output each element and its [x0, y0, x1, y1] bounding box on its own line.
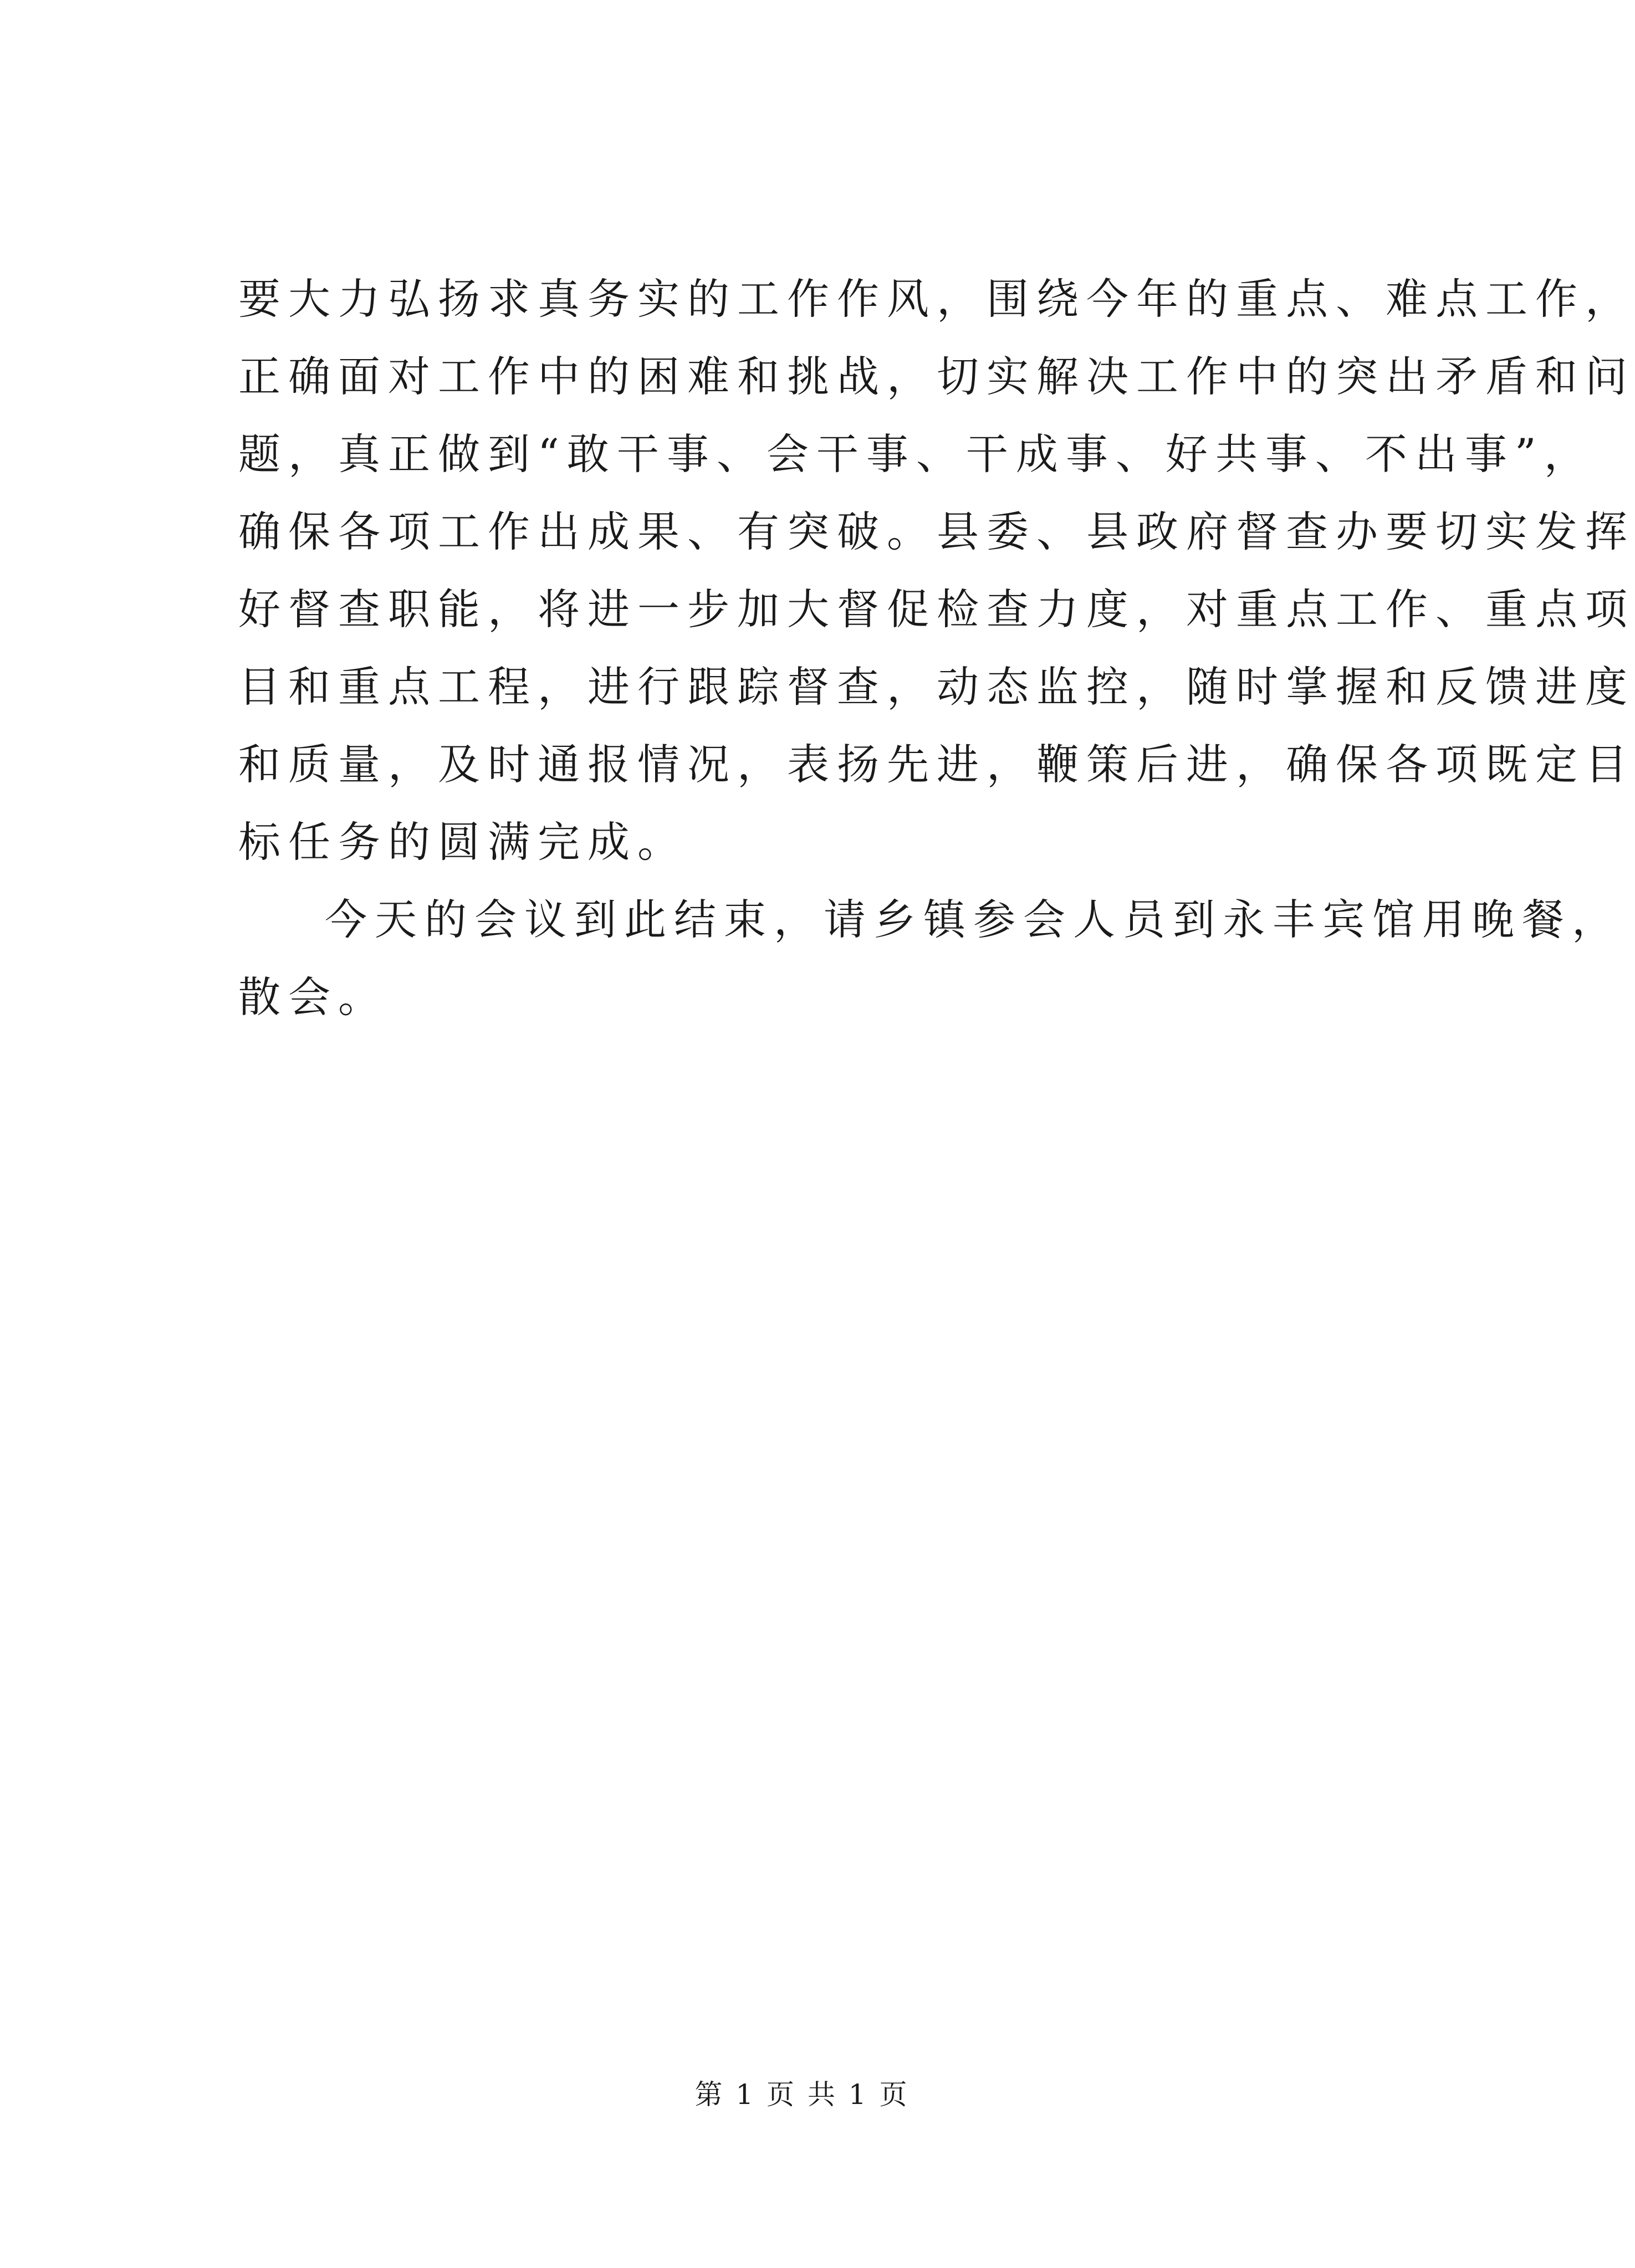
body-text [238, 260, 1635, 1036]
text-line: 散会。 [238, 972, 388, 1022]
page-footer: 第 1 页 共 1 页 [694, 2078, 910, 2111]
text-line: 要大力弘扬求真务实的工作作风，围绕今年的重点、难点工作， [238, 274, 1635, 324]
text-line: 目和重点工程，进行跟踪督查，动态监控，随时掌握和反馈进度 [238, 662, 1635, 711]
text-line: 确保各项工作出成果、有突破。县委、县政府督查办要切实发挥 [238, 507, 1635, 556]
text-line: 正确面对工作中的困难和挑战，切实解决工作中的突出矛盾和问 [238, 352, 1635, 401]
text-line: 标任务的圆满完成。 [238, 817, 687, 867]
text-line: 题，真正做到“敢干事、会干事、干成事、好共事、不出事”， [238, 429, 1594, 479]
text-line: 好督查职能，将进一步加大督促检查力度，对重点工作、重点项 [238, 585, 1635, 634]
text-line: 今天的会议到此结束，请乡镇参会人员到永丰宾馆用晚餐， [325, 895, 1622, 944]
text-line: 和质量，及时通报情况，表扬先进，鞭策后进，确保各项既定目 [238, 740, 1635, 789]
